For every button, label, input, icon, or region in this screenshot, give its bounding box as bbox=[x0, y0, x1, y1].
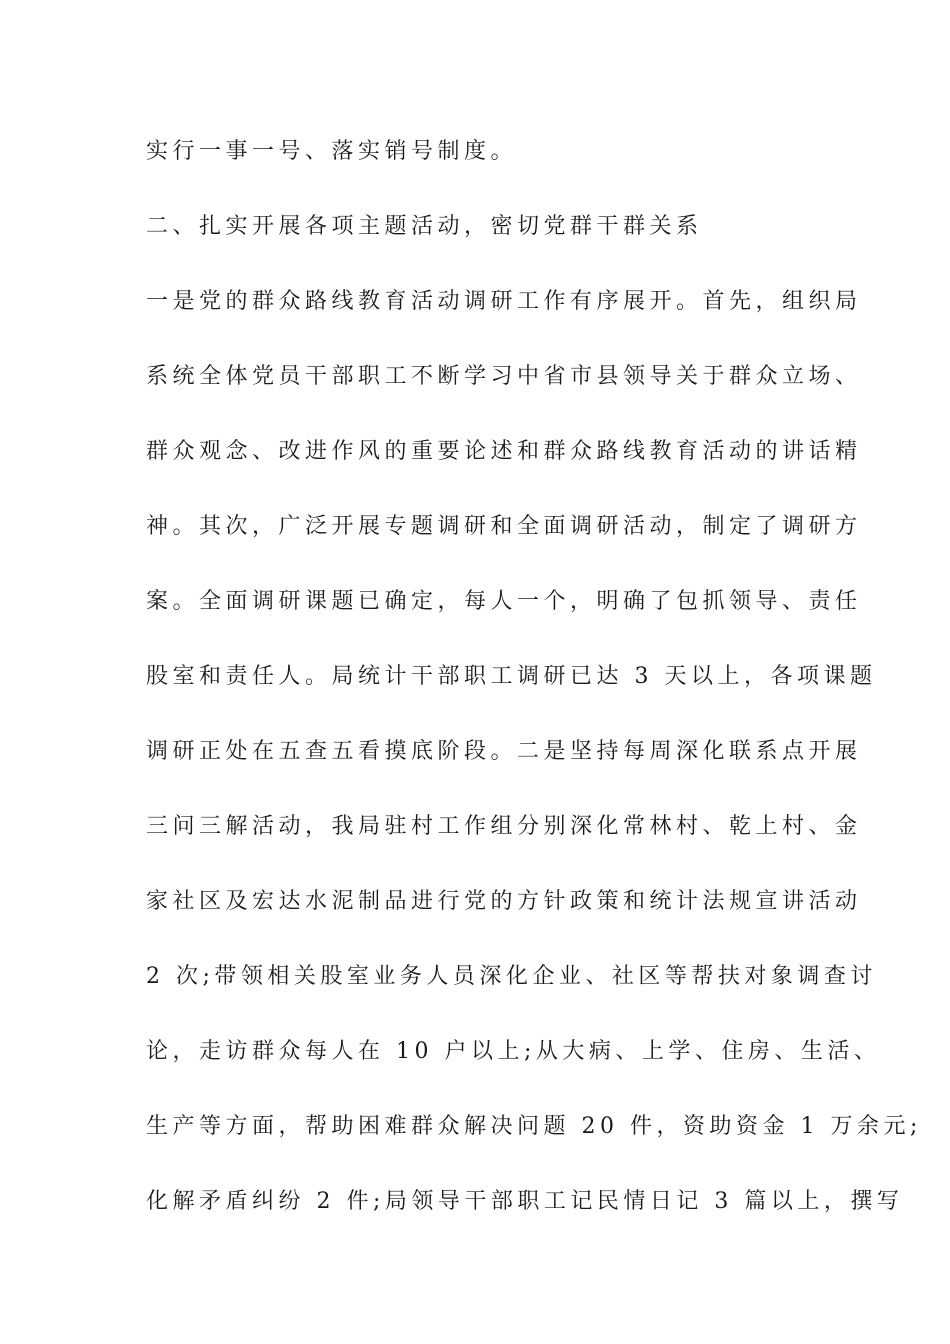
text-line: 群众观念、改进作风的重要论述和群众路线教育活动的讲话精 bbox=[146, 439, 862, 464]
body-text bbox=[146, 128, 922, 1253]
section-heading: 二、扎实开展各项主题活动，密切党群干群关系 bbox=[146, 214, 703, 239]
text-line: 实行一事一号、落实销号制度。 bbox=[146, 139, 518, 164]
text-line: 系统全体党员干部职工不断学习中省市县领导关于群众立场、 bbox=[146, 364, 862, 389]
text-line: 三问三解活动，我局驻村工作组分别深化常林村、乾上村、金 bbox=[146, 814, 862, 839]
text-line: 一是党的群众路线教育活动调研工作有序展开。首先，组织局 bbox=[146, 289, 862, 314]
text-line: 家社区及宏达水泥制品进行党的方针政策和统计法规宣讲活动 bbox=[146, 889, 862, 914]
text-line: 生产等方面，帮助困难群众解决问题 20 件，资助资金 1 万余元; bbox=[146, 1114, 922, 1139]
text-line: 论，走访群众每人在 10 户以上;从大病、上学、住房、生活、 bbox=[146, 1039, 881, 1064]
text-line: 股室和责任人。局统计干部职工调研已达 3 天以上，各项课题 bbox=[146, 664, 877, 689]
text-line: 案。全面调研课题已确定，每人一个，明确了包抓领导、责任 bbox=[146, 589, 862, 614]
text-line: 2 次;带领相关股室业务人员深化企业、社区等帮扶对象调查讨 bbox=[146, 964, 877, 989]
text-line: 化解矛盾纠纷 2 件;局领导干部职工记民情日记 3 篇以上，撰写 bbox=[146, 1189, 904, 1214]
text-line: 神。其次，广泛开展专题调研和全面调研活动，制定了调研方 bbox=[146, 514, 862, 539]
text-line: 调研正处在五查五看摸底阶段。二是坚持每周深化联系点开展 bbox=[146, 739, 862, 764]
